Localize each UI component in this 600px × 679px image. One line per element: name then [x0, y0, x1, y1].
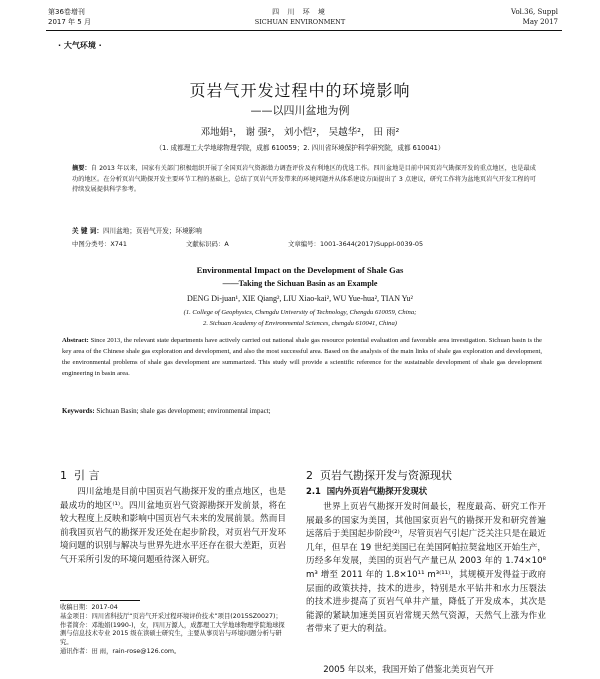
clc-number: 中图分类号：X741	[72, 240, 127, 248]
journal-volume-en: Vol.36, Suppl	[511, 8, 558, 16]
section-1-paragraph: 四川盆地是目前中国页岩气勘探开发的重点地区，也是最成功的地区⁽¹⁾。四川盆地页岩气资源勘探开发前景，将在较大程度上反映和影响中国页岩气未来的发展前景。然而目前我国页岩气的勘探开发还处在起步阶段，对页岩气开发环境问题的识别与解决与世界先进水平还存在很大差距，页岩气开采所引发的环境问题亟待深入研究。	[60, 487, 286, 565]
subsection-2-1-next-line: 2005 年以来，我国开始了借鉴北美页岩气开	[323, 665, 494, 675]
footnote-rule	[60, 600, 140, 601]
affiliation-en-1: (1. College of Geophysics, Chengdu University of Technology, Chengdu 610059, China;	[183, 309, 417, 316]
abstract-cn-label: 摘要：	[72, 165, 91, 172]
subsection-2-1-paragraph: 世界上页岩气勘探开发时间最长，程度最高、研究工作开展最多的国家为美国，其他国家页岩气的勘探开发和研究普遍远落后于美国起步阶段⁽²⁾，尽管页岩气引起广泛关注只是在最近几年，但早在 19 世纪美国已在美国阿帕拉契盆地区开始生产，历经多年发展，美国的页岩气产量已从 2003 年的 1.74×10⁸ m³ 增至 2011 年的 1.8×10¹¹ m³⁽¹¹⁾，其规模开发得益于政府层面的政策扶持，技术的进步，特别是水平钻井和水力压裂法的技术进步提高了页岩气单井产量，降低了开发成本，其次是能源的紧缺加速美国页岩常规天然气资源，天然气上涨为作业者带来了更大的利益。	[306, 502, 546, 635]
keywords-cn-text: 四川盆地；页岩气开发；环境影响	[102, 227, 202, 235]
journal-date-en: May 2017	[522, 18, 558, 26]
subsection-2-1-title: 国内外页岩气勘探开发现状	[326, 486, 428, 496]
section-1-title: 引 言	[74, 469, 100, 482]
footnote-fund: 基金项目：四川省科技厅“页岩气开采过程环境评价技术”项目(2015SZ0027)；	[60, 612, 282, 620]
journal-date: 2017 年 5 月	[48, 18, 91, 26]
footnote-author: 作者简介：邓地娟(1990-)，女，四川万源人，成都理工大学地球物理学院地球探测与信息技术专业 2015 级在读硕士研究生，主要从事页岩与环境问题分析与研究。	[60, 621, 285, 647]
header-rule	[46, 30, 562, 31]
keywords-en-label: Keywords:	[62, 407, 95, 415]
footnote-email: 通讯作者：田 雨，rain-rose@126.com。	[60, 647, 181, 655]
authors-cn: 邓地娟¹， 谢 强²， 刘小恺²， 吴越华²， 田 雨²	[200, 127, 400, 138]
abstract-cn	[72, 164, 536, 196]
abstract-en-label: Abstract:	[62, 337, 89, 344]
section-1-number: 1	[60, 469, 67, 482]
section-tag: · 大气环境 ·	[58, 41, 102, 50]
journal-volume: 第36卷增刊	[48, 8, 85, 16]
section-2-title: 页岩气勘探开发与资源现状	[320, 469, 452, 482]
document-code: 文献标识码：A	[186, 240, 229, 248]
footnotes	[60, 604, 288, 657]
paper-subtitle-cn: ——以四川盆地为例	[250, 104, 350, 117]
section-2-heading	[306, 467, 452, 483]
abstract-en-text: Since 2013, the relevant state departments have actively carried out national shale gas resource potential evaluation and favorable area investigation. Sichuan basin is the key area of the Chinese shale gas exploration and development, and also the most successful area. Based on the analysis of the main links of shale gas exploration and development, the environmental problems of shale gas development are summarized. This study will provide a scientific reference for the sustainable development of shale gas development engineering in basin area.	[62, 337, 542, 377]
keywords-cn-label: 关 键 词：	[72, 227, 103, 235]
journal-name-cn: 四 川 环 境	[272, 8, 328, 16]
subsection-2-1-number: 2.1	[306, 486, 321, 496]
abstract-en	[62, 335, 542, 379]
paper-subtitle-en: ——Taking the Sichuan Basin as an Example	[222, 279, 378, 288]
authors-en: DENG Di-juan¹, XIE Qiang², LIU Xiao-kai², WU Yue-hua², TIAN Yu²	[187, 294, 413, 303]
paper-title-en: Environmental Impact on the Development of Shale Gas	[196, 265, 404, 275]
keywords-en-text: Sichuan Basin; shale gas development; environmental impact;	[96, 407, 271, 415]
section-1-heading	[60, 467, 100, 483]
keywords-cn	[72, 225, 202, 235]
subsection-2-1-heading	[306, 485, 427, 497]
affiliation-en-2: 2. Sichuan Academy of Environmental Sciences, chengdu 610041, China)	[203, 320, 397, 327]
paper-title-cn: 页岩气开发过程中的环境影响	[189, 81, 411, 100]
affiliations-cn: （1. 成都理工大学地球物理学院，成都 610059；2. 四川省环境保护科学研究院，成都 610041）	[155, 144, 445, 152]
keywords-en	[62, 407, 271, 415]
section-2-number: 2	[306, 469, 313, 482]
article-number: 文章编号：1001-3644(2017)Suppl-0039-05	[288, 240, 424, 248]
footnote-received: 收稿日期：2017-04	[60, 604, 118, 611]
journal-name-en: SICHUAN ENVIRONMENT	[254, 18, 346, 26]
abstract-cn-text: 自 2013 年以来，国家有关部门积极组织开展了全国页岩气资源潜力调查评价及有利地区的优选工作。四川盆地是目前中国页岩气勘探开发的重点地区，也是最成功的地区。在分析页岩气勘探开发主要环节工程的基础上，总结了页岩气开发带来的环境问题并从体系建设方面提出了 3 点建议，研究工作将为盆地页岩气开发工程的可持续发展提供科学参考。	[72, 165, 536, 193]
